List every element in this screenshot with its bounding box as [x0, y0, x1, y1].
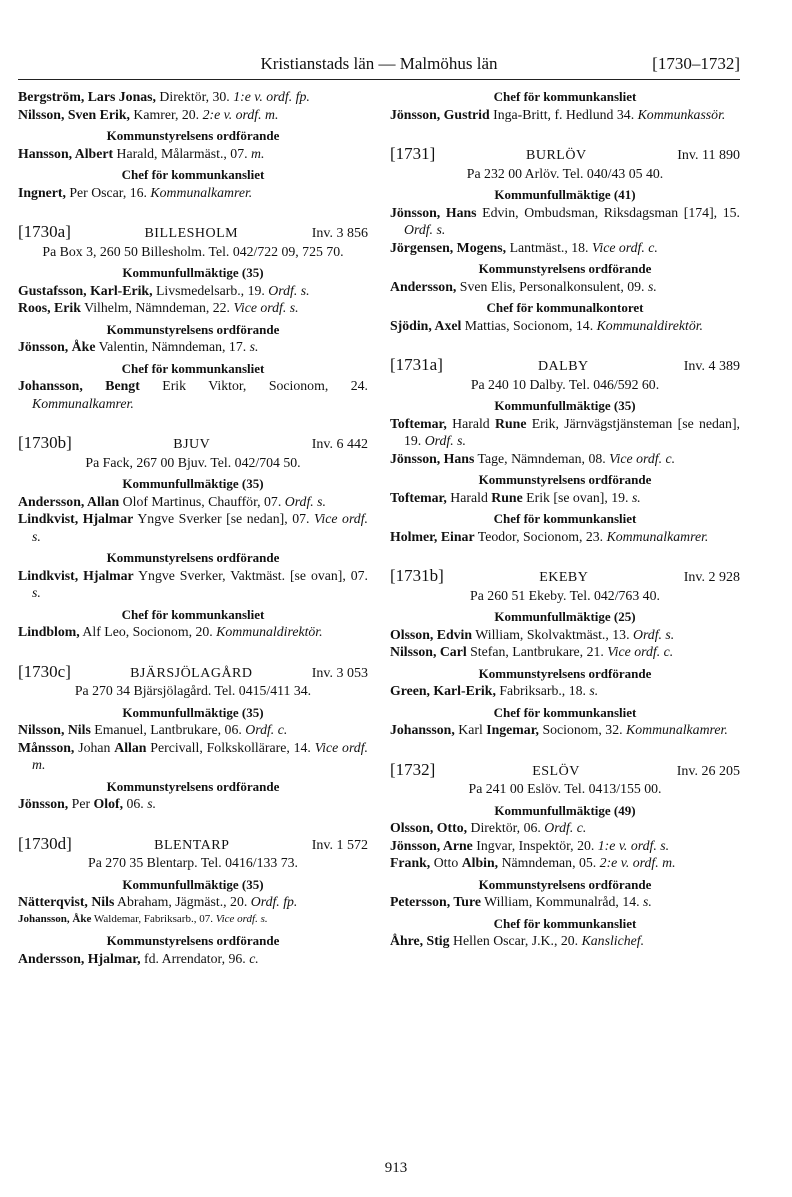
entry: Frank, Otto Albin, Nämndeman, 05. 2:e v. ordf. m. — [390, 855, 676, 870]
subheading: Kommunfullmäktige (41) — [494, 187, 636, 202]
subheading: Kommunfullmäktige (35) — [122, 876, 264, 892]
subheading: Chef för kommunkansliet — [121, 360, 265, 376]
entry: Jönsson, Hans Edvin, Ombudsman, Riksdagsman [174], 15. Ordf. s. — [390, 204, 740, 237]
entry: Månsson, Johan Allan Percivall, Folkskollärare, 14. Vice ordf. m. — [18, 739, 368, 772]
section-heading: [1730a] BILLESHOLM Inv. 3 856 — [18, 222, 368, 241]
section-heading: [1732] ESLÖV Inv. 26 205 — [390, 759, 740, 779]
address: Pa 260 51 Ekeby. Tel. 042/763 40. — [470, 587, 660, 603]
section-1731a — [390, 356, 740, 545]
entry: Jönsson, Per Olof, 06. s. — [18, 796, 157, 811]
entry: Olsson, Edvin William, Skolvaktmäst., 13. Ordf. s. — [390, 626, 675, 642]
subheading: Kommunfullmäktige (35) — [122, 476, 264, 491]
section-1730d — [18, 835, 368, 968]
section-heading: [1730c] BJÄRSJÖLAGÅRD Inv. 3 053 — [18, 661, 368, 681]
entry: Nilsson, Sven Erik, Kamrer, 20. 2:e v. ordf. m. — [18, 106, 279, 122]
subheading: Chef för kommunalkontoret — [486, 300, 644, 315]
right-column — [390, 88, 740, 950]
page-number: 913 — [384, 1160, 408, 1176]
section-1730a — [18, 223, 368, 412]
subheading: Kommunstyrelsens ordförande — [478, 472, 652, 487]
address: Pa 232 00 Arlöv. Tel. 040/43 05 40. — [466, 165, 664, 181]
entry: Jönsson, Gustrid Inga-Britt, f. Hedlund 34. Kommunkassör. — [390, 106, 726, 122]
entry: Gustafsson, Karl-Erik, Livsmedelsarb., 19. Ordf. s. — [18, 282, 310, 298]
address: Pa Fack, 267 00 Bjuv. Tel. 042/704 50. — [85, 454, 301, 470]
subheading: Kommunfullmäktige (25) — [494, 609, 636, 624]
entry: Andersson, Hjalmar, fd. Arrendator, 96. c. — [18, 950, 259, 966]
subheading: Chef för kommunkansliet — [493, 915, 637, 931]
section-heading: [1730b] BJUV Inv. 6 442 — [18, 433, 368, 452]
section-1732 — [390, 761, 740, 950]
subheading: Kommunstyrelsens ordförande — [478, 261, 652, 276]
subheading: Kommunfullmäktige (35) — [122, 704, 264, 720]
subheading: Kommunfullmäktige (35) — [494, 398, 636, 413]
subheading: Kommunstyrelsens ordförande — [106, 321, 280, 337]
subheading: Kommunfullmäktige (49) — [494, 802, 636, 818]
entry: Jönsson, Hans Tage, Nämndeman, 08. Vice ordf. c. — [390, 450, 676, 466]
section-heading: [1730d] BLENTARP Inv. 1 572 — [18, 833, 368, 853]
page-header — [18, 50, 740, 80]
address: Pa 270 35 Blentarp. Tel. 0416/133 73. — [88, 855, 298, 870]
entry: Andersson, Allan Olof Martinus, Chaufför, 07. Ordf. s. — [18, 493, 327, 509]
entry: Nilsson, Carl Stefan, Lantbrukare, 21. Vice ordf. c. — [390, 644, 674, 659]
entry: Nätterqvist, Nils Abraham, Jägmäst., 20. Ordf. fp. — [18, 894, 298, 909]
subheading: Chef för kommunkansliet — [493, 704, 637, 720]
entry: Olsson, Otto, Direktör, 06. Ordf. c. — [390, 820, 587, 835]
subheading: Kommunfullmäktige (35) — [122, 265, 264, 280]
entry: Holmer, Einar Teodor, Socionom, 23. Kommunalkamrer. — [390, 528, 709, 544]
entry: Åhre, Stig Hellen Oscar, J.K., 20. Kanslichef. — [390, 933, 645, 948]
subheading: Chef för kommunkansliet — [121, 606, 265, 622]
section-heading: [1731] BURLÖV Inv. 11 890 — [390, 144, 740, 163]
entry: Jönsson, Åke Valentin, Nämndeman, 17. s. — [18, 339, 259, 354]
section-1730b — [18, 434, 368, 641]
section-heading: [1731b] EKEBY Inv. 2 928 — [390, 566, 740, 585]
subheading: Kommunstyrelsens ordförande — [478, 665, 652, 681]
subheading: Chef för kommunkansliet — [121, 167, 265, 182]
section-1730c — [18, 663, 368, 813]
subheading: Kommunstyrelsens ordförande — [106, 128, 280, 143]
entry: Bergström, Lars Jonas, Direktör, 30. 1:e v. ordf. fp. — [18, 89, 310, 104]
section-heading: [1731a] DALBY Inv. 4 389 — [390, 355, 740, 374]
subheading: Kommunstyrelsens ordförande — [478, 876, 652, 892]
subheading: Chef för kommunkansliet — [493, 89, 637, 104]
entry: Roos, Erik Vilhelm, Nämndeman, 22. Vice ordf. s. — [18, 300, 299, 315]
entry: Johansson, Karl Ingemar, Socionom, 32. Kommunalkamrer. — [390, 722, 728, 737]
address: Pa 270 34 Bjärsjölagård. Tel. 0415/411 34. — [74, 683, 312, 698]
entry: Petersson, Ture William, Kommunalråd, 14. s. — [390, 894, 652, 909]
entry: Lindblom, Alf Leo, Socionom, 20. Kommunaldirektör. — [18, 624, 323, 639]
entry: Toftemar, Harald Rune Erik [se ovan], 19. s. — [390, 489, 641, 505]
entry: Jönsson, Arne Ingvar, Inspektör, 20. 1:e v. ordf. s. — [390, 837, 670, 853]
entry: Lindkvist, Hjalmar Yngve Sverker [se nedan], 07. Vice ordf. s. — [18, 511, 368, 544]
subheading: Chef för kommunkansliet — [493, 511, 637, 526]
entry: Jörgensen, Mogens, Lantmäst., 18. Vice ordf. c. — [390, 239, 658, 255]
address: Pa 240 10 Dalby. Tel. 046/592 60. — [470, 376, 660, 392]
entry: Andersson, Sven Elis, Personalkonsulent, 09. s. — [390, 278, 657, 294]
subheading: Kommunstyrelsens ordförande — [106, 550, 280, 565]
entry: Sjödin, Axel Mattias, Socionom, 14. Kommunaldirektör. — [390, 317, 704, 333]
entry: Green, Karl-Erik, Fabriksarb., 18. s. — [390, 683, 599, 698]
entry: Johansson, Åke Waldemar, Fabriksarb., 07. Vice ordf. s. — [18, 912, 268, 925]
address: Pa Box 3, 260 50 Billesholm. Tel. 042/722 09, 725 70. — [42, 243, 344, 259]
entry: Hansson, Albert Harald, Målarmäst., 07. m. — [18, 145, 265, 161]
entry: Johansson, Bengt Erik Viktor, Socionom, 24. Kommunalkamrer. — [18, 378, 369, 411]
running-title: Kristianstads län — Malmöhus län — [260, 54, 498, 73]
subheading: Kommunstyrelsens ordförande — [106, 933, 280, 948]
subheading: Kommunstyrelsens ordförande — [106, 778, 280, 794]
section-1731 — [390, 145, 740, 334]
section-1731b — [390, 567, 740, 739]
entry: Toftemar, Harald Rune Erik, Järnvägstjänsteman [se nedan], 19. Ordf. s. — [390, 415, 740, 448]
left-column — [18, 88, 368, 967]
entry: Lindkvist, Hjalmar Yngve Sverker, Vaktmäst. [se ovan], 07. s. — [18, 567, 368, 600]
entry: Ingnert, Per Oscar, 16. Kommunalkamrer. — [18, 184, 253, 200]
section-range: [1730–1732] — [652, 54, 740, 73]
entry: Nilsson, Nils Emanuel, Lantbrukare, 06. Ordf. c. — [18, 722, 288, 737]
address: Pa 241 00 Eslöv. Tel. 0413/155 00. — [468, 781, 662, 796]
